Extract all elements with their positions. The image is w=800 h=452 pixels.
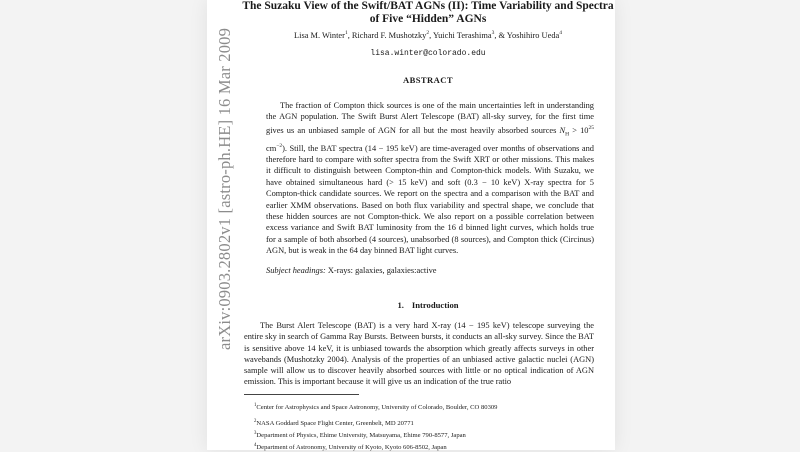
abstract-math: cm — [266, 143, 277, 153]
footnote-mark: 4 — [254, 443, 257, 448]
abstract-math: N — [559, 125, 566, 135]
footnote — [254, 402, 594, 412]
introduction-body: The Burst Alert Telescope (BAT) is a very hard X-ray (14 − 195 keV) telescope surveying the entire sky in search of Gamma Ray Bursts. Between bursts, it conducts an all-sky survey. Since the BAT is sensitive above 14 keV, it is unbiased towards the absorption which greatly affects surveys in other wavebands (Mushotzky 2004). Analysis of the properties of an unbiased active galactic nuclei (AGN) sample will allow us to discover heavily absorbed sources with little or no optical indication of AGN emission. This is important because it will give us an indication of the true ratio — [244, 321, 594, 387]
section-title: Introduction — [411, 300, 459, 310]
footnote-text: Center for Astrophysics and Space Astronomy, University of Colorado, Boulder, CO 80309 — [256, 404, 498, 412]
abstract-text: ). Still, the BAT spectra (14 − 195 keV) are time-averaged over months of observations and therefore hard to compare with softer spectra from the Swift XRT or other missions. This makes it difficult to distinguish between Compton-thin and Compton-thick models. With Suzaku, we have obtained simultaneous hard (> 15 keV) and soft (0.3 − 10 keV) X-ray spectra for 5 Compton-thick candidate sources. We report on the spectra and a comparison with the BAT and earlier XMM observations. Based on both flux variability and spectral shape, we conclude that these hidden sources are not Compton-thick. We also report on a possible correlation between excess variance and Swift BAT luminosity from the 16 d binned light curves, which holds true for a sample of both absorbed (4 sources), unabsorbed (8 sources), and Compton thick (Circinus) AGN, but is weak in the 64 day binned BAT light curves. — [266, 143, 594, 256]
footnote-text: Department of Astronomy, University of Kyoto, Kyoto 606-8502, Japan — [256, 444, 447, 452]
contact-email[interactable]: lisa.winter@colorado.edu — [370, 49, 486, 58]
subject-headings — [266, 266, 594, 275]
footnote — [254, 442, 594, 452]
author-affiliation-mark: 3 — [491, 30, 495, 36]
paper-title — [232, 0, 624, 26]
abstract-heading: ABSTRACT — [403, 75, 453, 85]
author-name: Lisa M. Winter — [294, 30, 345, 40]
author-affiliation-mark: 1 — [344, 30, 348, 36]
author-affiliation-mark: 2 — [426, 30, 430, 36]
author-name: Yuichi Terashima — [432, 30, 492, 40]
footnote-mark: 2 — [254, 419, 257, 424]
subject-headings-label: Subject headings: — [266, 266, 326, 275]
arxiv-watermark: arXiv:0903.2802v1 [astro-ph.HE] 16 Mar 2009 — [215, 27, 234, 350]
footnote-text: NASA Goddard Space Flight Center, Greenbelt, MD 20771 — [256, 420, 414, 428]
footnote-text: Department of Physics, Ehime University, Matsuyama, Ehime 790-8577, Japan — [256, 432, 466, 440]
viewer-background — [0, 0, 207, 450]
author-name: Richard F. Mushotzky — [351, 30, 427, 40]
abstract-math: 25 — [588, 124, 594, 131]
footnote — [254, 418, 594, 428]
section-number: 1. — [397, 300, 404, 310]
abstract-math: H — [565, 131, 570, 138]
author-affiliation-mark: 4 — [559, 30, 562, 36]
footnote-divider — [244, 394, 359, 395]
paper-title-line-1: The Suzaku View of the Swift/BAT AGNs (II): Time Variability and Spectra — [242, 0, 614, 12]
abstract-math: −2 — [276, 142, 283, 149]
abstract-body — [266, 100, 594, 257]
footnote — [254, 430, 594, 440]
section-heading — [232, 300, 624, 310]
author-name: Yoshihiro Ueda — [506, 30, 560, 40]
footnote-mark: 3 — [254, 431, 257, 436]
author-separator: , — [347, 30, 352, 40]
author-separator: , & — [494, 30, 507, 40]
subject-headings-value: X-rays: galaxies, galaxies:active — [325, 266, 437, 275]
paper-title-line-2: of Five “Hidden” AGNs — [369, 13, 487, 25]
abstract-text: The fraction of Compton thick sources is one of the main uncertainties left in understanding the AGN population. The Swift Burst Alert Telescope (BAT) all-sky survey, for the first time gives us an unbiased sample of AGN for all but the most heavily absorbed sources — [266, 101, 594, 135]
footnote-mark: 1 — [254, 403, 257, 408]
author-list — [232, 30, 624, 40]
author-separator: , — [429, 30, 433, 40]
abstract-math: > 10 — [569, 125, 589, 135]
